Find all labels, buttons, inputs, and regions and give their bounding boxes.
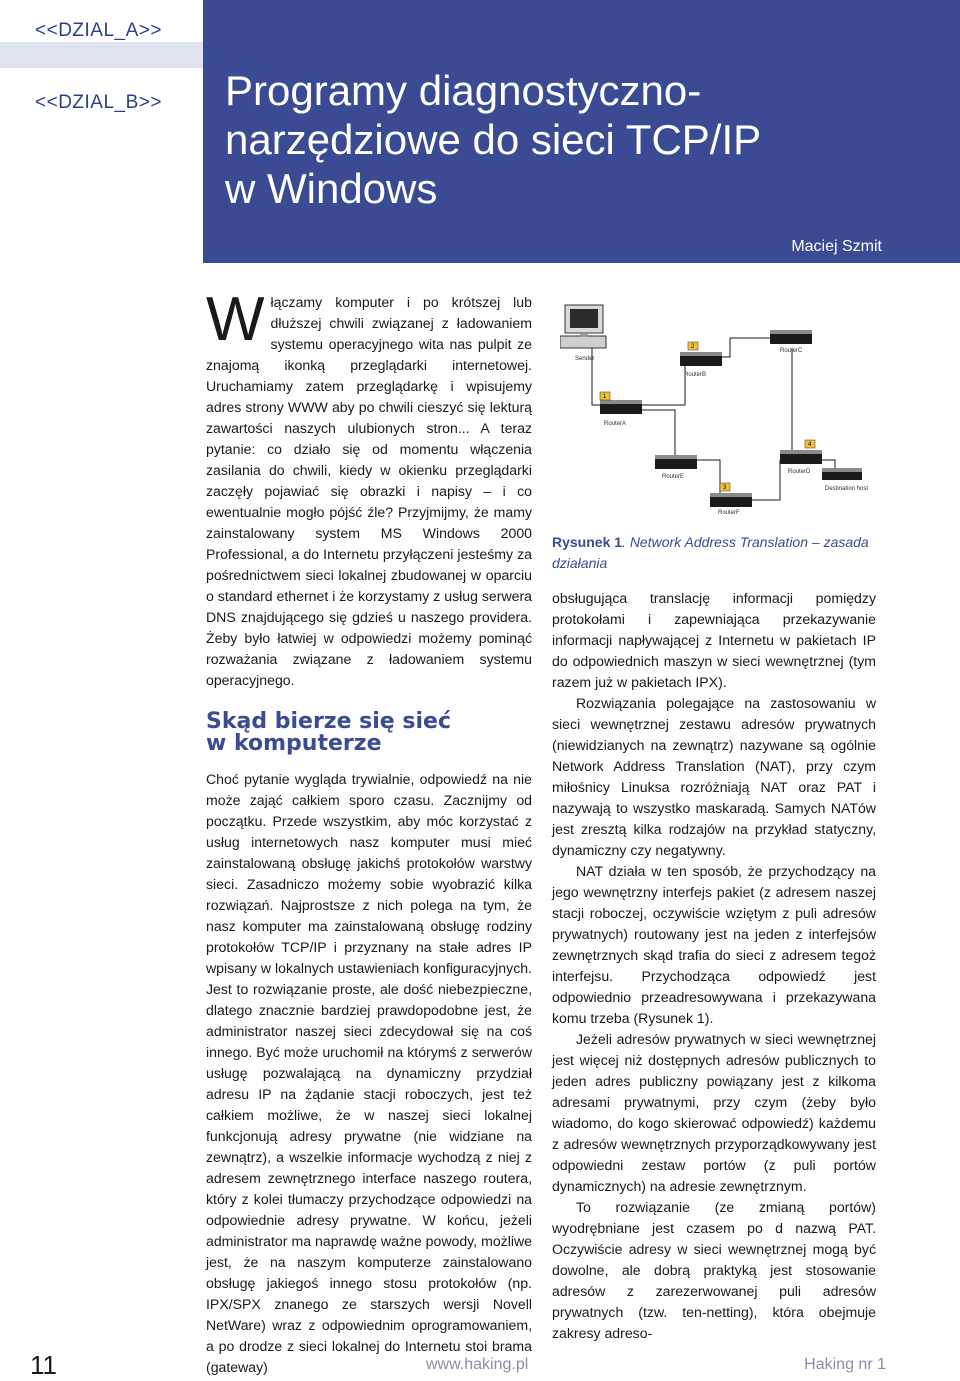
- nat-diagram: [560, 300, 880, 515]
- router-c-label: RouterC: [780, 348, 803, 354]
- intro-paragraph: [206, 285, 532, 691]
- section-heading-line-1: Skąd bierze się sieć: [206, 709, 451, 734]
- section-heading: [206, 711, 532, 755]
- section-label-b: <<DZIAL_B>>: [35, 92, 162, 113]
- router-e-label: RouterE: [662, 474, 685, 480]
- destination-host-label: Destination host: [825, 486, 869, 492]
- title-line-3: w Windows: [225, 165, 438, 212]
- footer-issue: Haking nr 1: [804, 1356, 886, 1373]
- section-paragraph: Choć pytanie wygląda trywialnie, odpowiedź na nie może zająć całkiem sporo czasu. Zacznijmy od początku. Przede wszystkim, aby móc korzystać z usług internetowych nasz komputer musi mieć zainstalowaną obsługę jakichś protokołów warstwy sieci. Zasadniczo możemy sobie wyobrazić kilka rozwiązań. Najprostsze z nich polega na tym, że nasz komputer ma zainstalowaną obsługę rodziny protokołów TCP/IP i przyznany na stałe adres IP wpisany w lokalnych ustawieniach konfiguracyjnych. Jest to rozwiązanie proste, ale dość niebezpieczne, dlatego znacznie bardziej prawdopodobne jest, że administrator naszej sieci zdecydował się na coś innego. Być może uruchomił na którymś z serwerów usługę pozwalającą na dynamiczny przydział adresu IP na żądanie stacji roboczych, jest też całkiem możliwe, że w naszej sieci lokalnej funkcjonują adresy prywatne (nie widziane na zewnątrz), a wszelkie informacje wychodzą z niej z adresem zewnętrznego interface naszego routera, który z kolei tłumaczy przychodzące odpowiedzi na odpowiednie adresy prywatne. W końcu, jeżeli administrator ma naprawdę ważne powody, możliwe jest, że na naszym komputerze zainstalowano obsługę jakiegoś innego stosu protokołów (np. IPX/SPX znanego ze starszych wersji Novell NetWare) wraz z odpowiednim oprogramowaniem, a po drodze z sieci lokalnej do Internetu stoi brama (gateway): [206, 771, 532, 1375]
- figure-label: Rysunek 1: [552, 534, 623, 550]
- sender-label: Sender: [575, 356, 595, 362]
- right-paragraph-4: Jeżeli adresów prywatnych w sieci wewnętrznej jest więcej niż dostępnych adresów publicznych to jeden adres publiczny powiązany jest z kilkoma adresami prywatnymi, przy czym (żeby było wiadomo, do kogo skierować odpowiedź) każdemu z adresów wewnętrznych przyporządkowywany jest odpowiedni zestaw portów (z puli portów dynamicznych) na adresie zewnętrznym.: [552, 1031, 876, 1194]
- router-f-number: 3: [723, 485, 727, 491]
- figure-caption-text: . Network Address Translation – zasada działania: [552, 534, 869, 571]
- router-b-number: 2: [691, 344, 695, 350]
- author-name: Maciej Szmit: [791, 238, 882, 255]
- router-f-icon: [710, 483, 752, 507]
- link-a-e: [620, 410, 675, 460]
- router-d-icon: [780, 440, 822, 464]
- sender-computer-icon: [560, 305, 606, 348]
- page-number: 11: [30, 1350, 57, 1380]
- router-b-icon: [680, 342, 722, 366]
- drop-cap: W: [206, 285, 265, 354]
- footer-url: www.haking.pl: [426, 1356, 529, 1373]
- figure-caption: [552, 532, 882, 574]
- router-d-number: 4: [808, 442, 812, 448]
- router-b-label: RouterB: [684, 372, 707, 378]
- right-column: [552, 588, 876, 1344]
- header-divider: [0, 42, 203, 68]
- left-column: [206, 285, 532, 1378]
- section-label-a: <<DZIAL_A>>: [35, 20, 162, 41]
- destination-host-icon: [822, 468, 862, 480]
- right-paragraph-5: To rozwiązanie (ze zmianą portów) wyodrębniane jest czasem po d nazwą PAT. Oczywiście adresy w sieci wewnętrznej mogą być dowolne, ale dobrą praktyką jest stosowanie adresów z zarezerwowanej puli adresów prywatnych (tzw. ten-netting), która obejmuje zakresy adreso-: [552, 1199, 876, 1341]
- title-line-1: Programy diagnostyczno-: [225, 67, 702, 114]
- right-paragraph-2: Rozwiązania polegające na zastosowaniu w sieci wewnętrznej zestawu adresów prywatnych (niewidzianych na zewnątrz) nazywane są ogólnie Network Address Translation (NAT), przy czym miłośnicy Linuksa rozróżniają NAT oraz PAT i nazywają to wszystko maskaradą. Samych NATów jest zresztą kilka rodzajów na przykład statyczny, dynamiczny czy negatywny.: [552, 695, 876, 858]
- intro-text: łączamy komputer i po krótszej lub dłuższej chwili związanej z ładowaniem systemu operacyjnego wita nas pulpit ze znajomą ikonką przeglądarki internetowej. Uruchamiamy zatem przeglądarkę i wpisujemy adres strony WWW aby po chwili cieszyć się lekturą zawartości naszych ulubionych stron... A teraz pytanie: co działo się od momentu włączenia zasilania do chwili, kiedy w okienku przeglądarki zaczęły pojawiać się obrazki i napisy – i co ewentualnie mogło pójść źle? Przyjmijmy, że mamy zainstalowany system MS Windows 2000 Professional, a do Internetu przyłączeni jesteśmy za pośrednictwem sieci lokalnej zbudowanej w oparciu o standard ethernet i że korzystamy z usług serwera DNS znajdującego się gdzieś u naszego providera. Żeby było łatwiej w odpowiedzi możemy pominąć rozważania związane z ładowaniem systemu operacyjnego.: [206, 294, 532, 688]
- right-paragraph-1: obsługująca translację informacji pomiędzy protokołami i zapewniająca przekazywanie informacji napływającej z Internetu w pakietach IP do odpowiednich maszyn w sieci wewnętrznej (tym razem już w pakietach IPX).: [552, 590, 876, 690]
- link-b-c: [715, 338, 778, 357]
- section-heading-line-2: w komputerze: [206, 731, 382, 756]
- router-c-icon: [770, 330, 812, 344]
- article-title: [225, 66, 925, 213]
- router-d-label: RouterD: [788, 469, 811, 475]
- router-a-number: 1: [603, 394, 607, 400]
- title-line-2: narzędziowe do sieci TCP/IP: [225, 116, 762, 163]
- router-e-icon: [655, 455, 697, 469]
- left-header-strip: [0, 0, 203, 263]
- right-paragraph-3: NAT działa w ten sposób, że przychodzący na jego wewnętrzny interfejs pakiet (z adresem naszej stacji roboczej, oczywiście wziętym z puli adresów prywatnych) routowany jest na jeden z interfejsów zewnętrznych skąd trafia do sieci z adresem tegoż interfejsu. Przychodząca odpowiedź jest odpowiednio przeadresowywana i przekazywana komu trzeba (Rysunek 1).: [552, 863, 876, 1026]
- router-a-label: RouterA: [604, 421, 627, 427]
- router-f-label: RouterF: [718, 510, 740, 515]
